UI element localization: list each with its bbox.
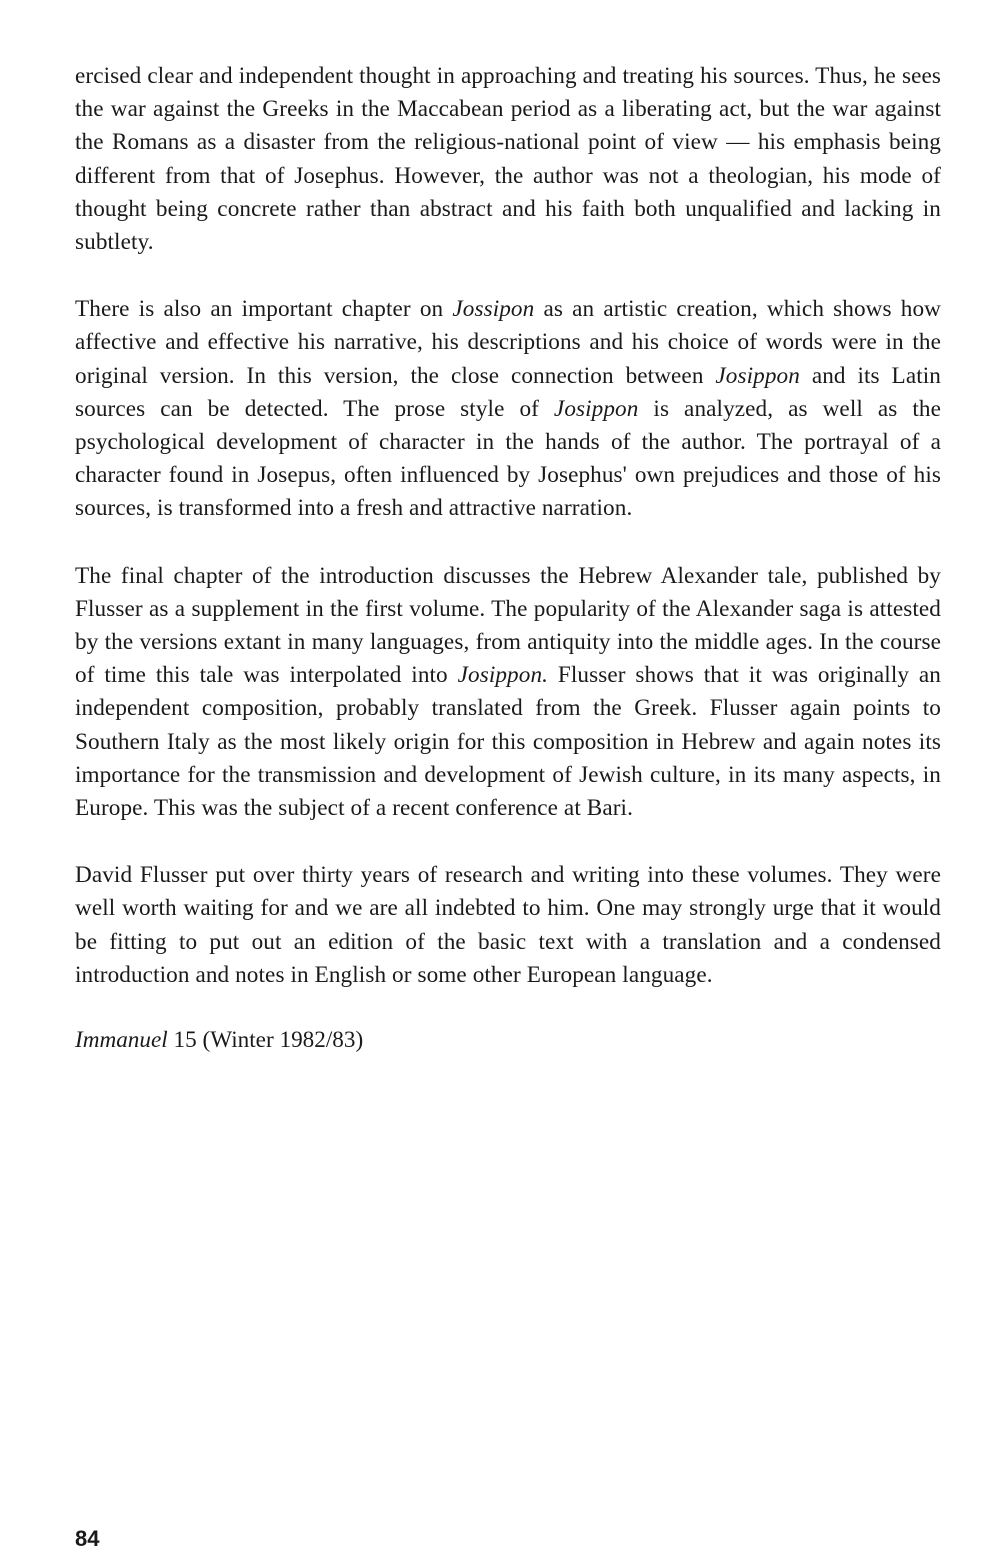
paragraph-4-text: David Flusser put over thirty years of research and writing into these volumes. They were well worth waiting for and we are all indebted to him. One may strongly urge that it would be fitting to put out an edition of the basic text with a translation and a condensed introduction and notes in English or some other European language.	[75, 862, 941, 988]
book-title-jossipon: Jossipon	[452, 296, 535, 323]
book-title-josippon: Josippon.	[457, 662, 549, 689]
citation-details: 15 (Winter 1982/83)	[167, 1027, 364, 1054]
paragraph-1-text: ercised clear and independent thought in approaching and treating his sources. Thus, he sees the war against the Greeks in the Maccabean period as a liberating act, but the war against the Romans as a disaster from the religious-national point of view — his emphasis being different from that of Josephus. However, the author was not a theologian, his mode of thought being concrete rather than abstract and his faith both unqualified and lacking in subtlety.	[75, 63, 941, 256]
source-citation	[75, 1024, 941, 1057]
paragraph-1	[75, 60, 941, 259]
paragraph-4	[75, 859, 941, 992]
page-number: 84	[75, 1526, 100, 1551]
paragraph-2-text-c: and its Latin sources can be detected. The prose style of	[75, 362, 941, 422]
journal-name: Immanuel	[75, 1027, 168, 1054]
paragraph-3	[75, 560, 941, 826]
book-title-josippon: Josippon	[553, 395, 639, 422]
paragraph-3-text-b: Flusser shows that it was originally an independent composition, probably translated from the Greek. Flusser again points to Southern Italy as the most likely origin for this composition in Hebrew and again notes its importance for the transmission and development of Jewish culture, in its many aspects, in Europe. This was the subject of a recent conference at Bari.	[75, 662, 942, 822]
paragraph-2-text-d: is analyzed, as well as the psychological development of character in the hands of the author. The portrayal of a character found in Josepus, often influenced by Josephus' own prejudices and those of his sources, is transformed into a fresh and attractive narration.	[75, 395, 941, 522]
paragraph-2-text-b: as an artistic creation, which shows how affective and effective his narrative, his descriptions and his choice of words were in the original version. In this version, the close connection between	[75, 296, 941, 389]
paragraph-2	[75, 293, 941, 525]
document-page	[75, 60, 941, 1057]
paragraph-3-text-a: The final chapter of the introduction discusses the Hebrew Alexander tale, published by Flusser as a supplement in the first volume. The popularity of the Alexander saga is attested by the versions extant in many languages, from antiquity into the middle ages. In the course of time this tale was interpolated into	[75, 562, 941, 689]
book-title-josippon: Josippon	[715, 362, 800, 389]
paragraph-2-text-a: There is also an important chapter on	[75, 296, 453, 323]
